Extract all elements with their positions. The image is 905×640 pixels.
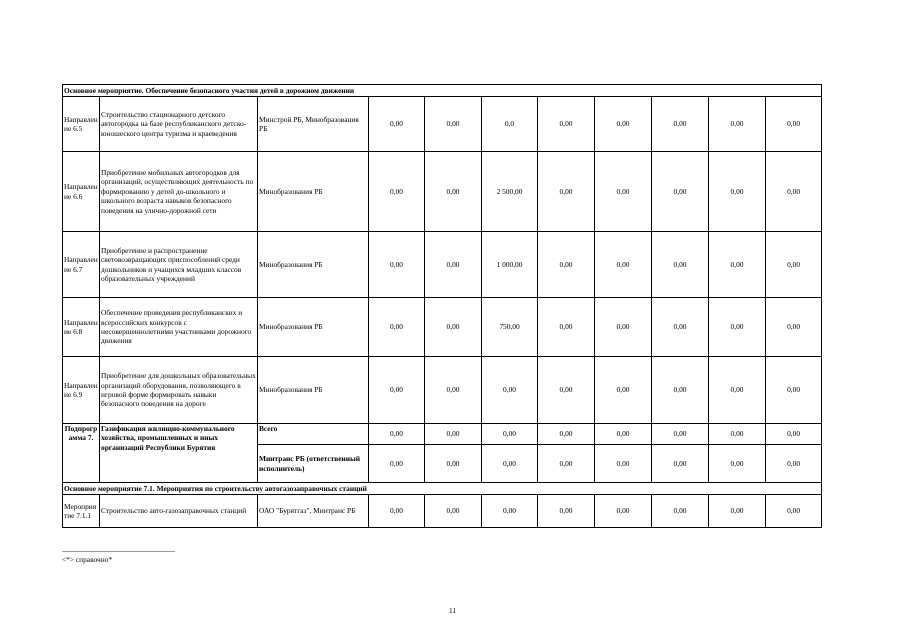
value-cell: 0,00 (652, 445, 709, 483)
section-row (63, 483, 822, 495)
subprogram-executor: Всего (258, 424, 369, 445)
table-row (63, 97, 822, 152)
value-cell: 0,00 (538, 357, 595, 424)
section-title: Основное мероприятие. Обеспечение безопасного участия детей в дорожном движении (63, 85, 822, 97)
section-row (63, 85, 822, 97)
row-code: Направление 6.7 (63, 232, 100, 298)
value-cell: 0,00 (595, 445, 652, 483)
row-code: Направление 6.8 (63, 298, 100, 357)
value-cell: 0,00 (766, 357, 822, 424)
value-cell: 0,00 (595, 357, 652, 424)
value-cell: 0,00 (766, 424, 822, 445)
row-code: Направление 6.9 (63, 357, 100, 424)
subprogram-name: Газификация жилищно-коммунального хозяйства, промышленных и иных организаций Республики Бурятия (100, 424, 258, 483)
row-name: Строительство авто-газозаправочных станций (100, 495, 258, 528)
subprogram-executor: Минтранс РБ (ответственный исполнитель) (258, 445, 369, 483)
value-cell: 0,00 (425, 298, 482, 357)
value-cell: 0,00 (652, 357, 709, 424)
value-cell: 0,00 (538, 298, 595, 357)
table-row (63, 298, 822, 357)
row-executor: Минстрой РБ, Минобразования РБ (258, 97, 369, 152)
value-cell: 0,00 (538, 232, 595, 298)
value-cell: 0,00 (425, 357, 482, 424)
value-cell: 0,00 (652, 424, 709, 445)
row-name: Приобретение и распространение световозвращающих приспособлений среди дошкольников и учащихся младших классов образовательных учреждений (100, 232, 258, 298)
value-cell: 0,00 (652, 97, 709, 152)
value-cell: 0,00 (709, 232, 766, 298)
value-cell: 0,00 (425, 97, 482, 152)
value-cell: 0,00 (369, 232, 425, 298)
value-cell: 0,0 (482, 97, 538, 152)
value-cell: 0,00 (766, 445, 822, 483)
value-cell: 0,00 (652, 232, 709, 298)
row-name: Приобретение мобильных автогородков для организаций, осуществляющих деятельность по формированию у детей до-школьного и школьного возраста навыков безопасного поведения на улично-дорожной сети (100, 152, 258, 232)
value-cell: 0,00 (652, 298, 709, 357)
value-cell: 0,00 (425, 152, 482, 232)
table-row (63, 357, 822, 424)
value-cell: 0,00 (595, 152, 652, 232)
value-cell: 0,00 (709, 152, 766, 232)
row-name: Строительство стационарного детского автогородка на базе республиканского детско-юношеского центра туризма и краеведения (100, 97, 258, 152)
value-cell: 0,00 (709, 357, 766, 424)
row-executor: Минобразования РБ (258, 232, 369, 298)
section-title: Основное мероприятие 7.1. Мероприятия по строительству автогазозаправочных станций (63, 483, 822, 495)
row-name: Обеспечение проведения республиканских и всероссийских конкурсов с несовершеннолетними участниками дорожного движения (100, 298, 258, 357)
row-code: Направление 6.5 (63, 97, 100, 152)
row-executor: ОАО "Бурятгаз", Минтранс РБ (258, 495, 369, 528)
row-code: Направление 6.6 (63, 152, 100, 232)
value-cell: 0,00 (538, 445, 595, 483)
value-cell: 0,00 (709, 97, 766, 152)
value-cell: 0,00 (709, 445, 766, 483)
value-cell: 0,00 (652, 495, 709, 528)
value-cell: 2 500,00 (482, 152, 538, 232)
value-cell: 0,00 (595, 424, 652, 445)
value-cell: 0,00 (425, 495, 482, 528)
value-cell: 0,00 (369, 424, 425, 445)
value-cell: 0,00 (766, 152, 822, 232)
value-cell: 0,00 (369, 152, 425, 232)
footnote: <*> справочно* (62, 555, 113, 564)
value-cell: 0,00 (538, 495, 595, 528)
value-cell: 0,00 (766, 495, 822, 528)
row-executor: Минобразования РБ (258, 298, 369, 357)
table-row (63, 495, 822, 528)
value-cell: 0,00 (369, 97, 425, 152)
value-cell: 0,00 (595, 97, 652, 152)
value-cell: 0,00 (425, 445, 482, 483)
value-cell: 0,00 (369, 357, 425, 424)
table-row (63, 152, 822, 232)
table-row (63, 232, 822, 298)
value-cell: 0,00 (709, 298, 766, 357)
row-executor: Минобразования РБ (258, 152, 369, 232)
value-cell: 0,00 (766, 97, 822, 152)
value-cell: 0,00 (369, 495, 425, 528)
value-cell: 0,00 (652, 152, 709, 232)
value-cell: 0,00 (595, 232, 652, 298)
value-cell: 0,00 (538, 152, 595, 232)
value-cell: 0,00 (482, 495, 538, 528)
value-cell: 1 000,00 (482, 232, 538, 298)
footnote-divider (62, 551, 175, 552)
subprogram-code: Подпрограмма 7. (63, 424, 100, 483)
row-name: Приобретение для дошкольных образовательных организаций оборудования, позволяющего в игровой форме формировать навыки безопасного поведения на дороге (100, 357, 258, 424)
value-cell: 0,00 (595, 495, 652, 528)
value-cell: 0,00 (482, 424, 538, 445)
row-code: Мероприятие 7.1.1 (63, 495, 100, 528)
value-cell: 0,00 (709, 495, 766, 528)
value-cell: 0,00 (482, 357, 538, 424)
value-cell: 750,00 (482, 298, 538, 357)
value-cell: 0,00 (766, 298, 822, 357)
budget-table (62, 84, 822, 528)
row-executor: Минобразования РБ (258, 357, 369, 424)
subprogram-total-row (63, 424, 822, 445)
value-cell: 0,00 (709, 424, 766, 445)
value-cell: 0,00 (766, 232, 822, 298)
value-cell: 0,00 (482, 445, 538, 483)
value-cell: 0,00 (369, 445, 425, 483)
value-cell: 0,00 (369, 298, 425, 357)
value-cell: 0,00 (538, 424, 595, 445)
value-cell: 0,00 (538, 97, 595, 152)
value-cell: 0,00 (425, 424, 482, 445)
value-cell: 0,00 (595, 298, 652, 357)
page-number: 11 (448, 606, 457, 615)
value-cell: 0,00 (425, 232, 482, 298)
